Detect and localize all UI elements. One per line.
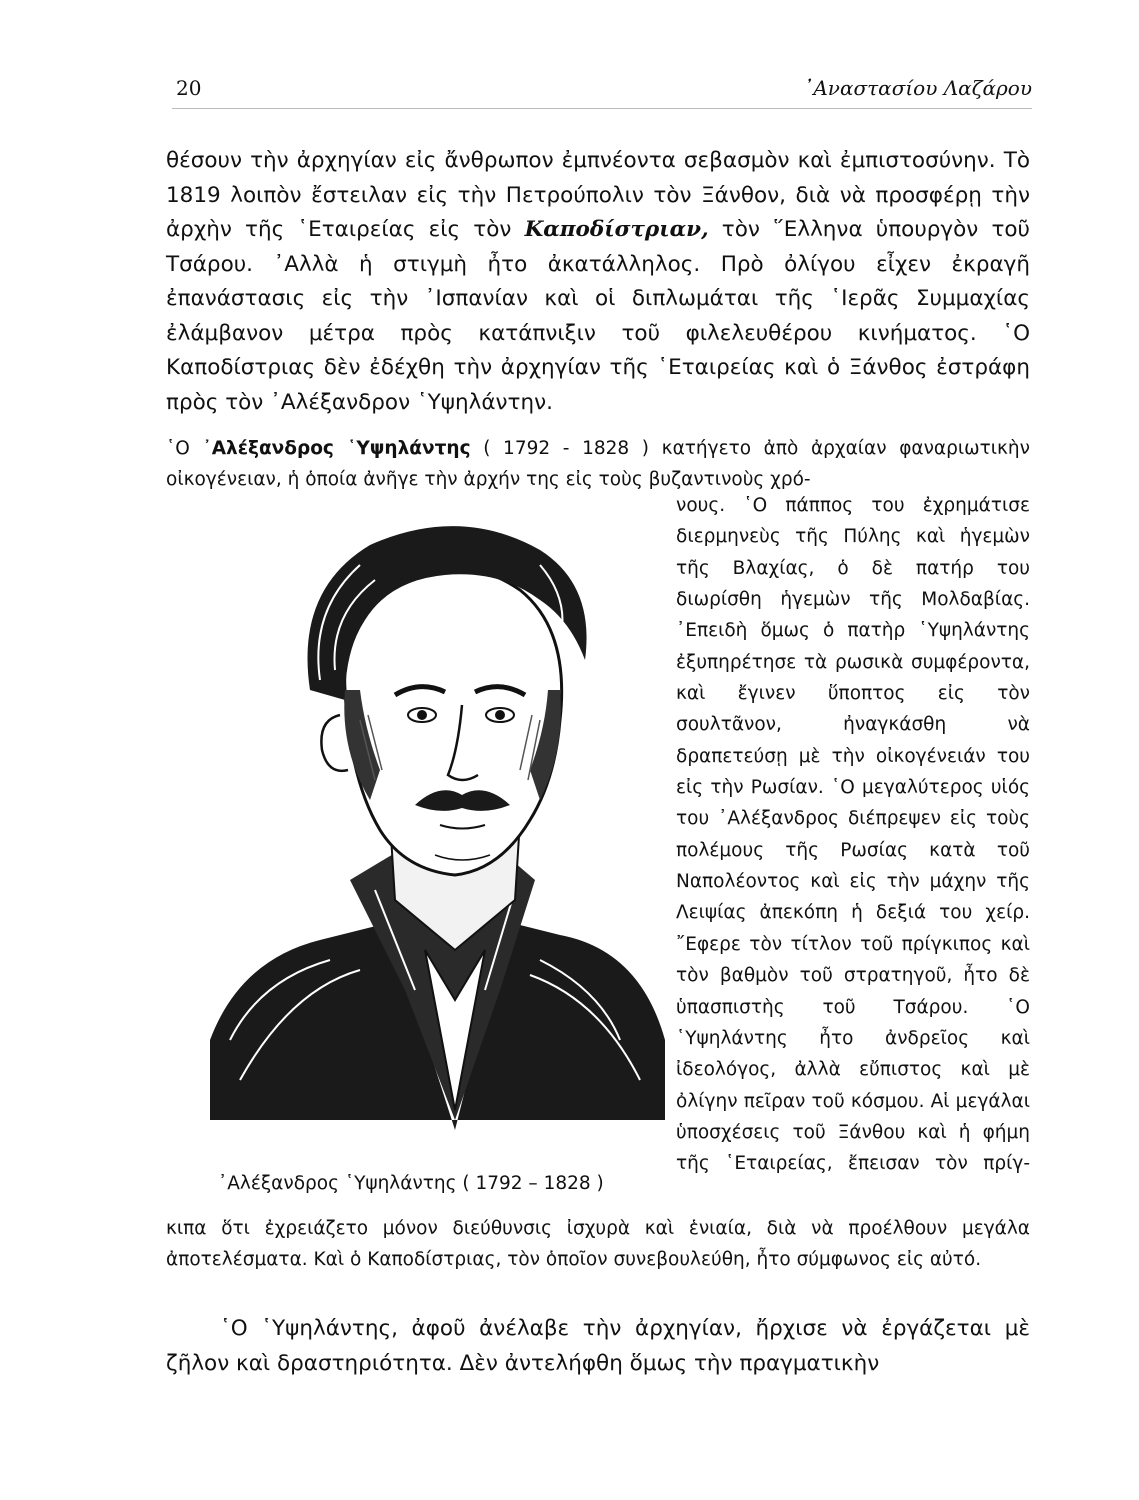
biography-name: ᾿Αλέξανδρος ῾Υψηλάντης bbox=[202, 438, 471, 459]
biography-continuation: κιπα ὅτι ἐχρειάζετο μόνον διεύθυνσις ἰσχυρὰ καὶ ἑνιαία, διὰ νὰ προέλθουν μεγάλα ἀποτελέσματα. Καὶ ὁ Καποδίστριας, τὸν ὁποῖον συνεβουλεύθη, ἦτο σύμφωνος εἰς αὐτό. bbox=[166, 1218, 1030, 1270]
page-header bbox=[172, 74, 1032, 109]
biography-intro bbox=[166, 433, 1030, 495]
biography-article: ῾Ο bbox=[166, 438, 203, 459]
running-head: ᾿Αναστασίου Λαζάρου bbox=[803, 76, 1032, 100]
portrait-engraving bbox=[200, 520, 670, 1140]
body-paragraph-1 bbox=[166, 144, 1030, 420]
biography-text: ( 1792 - 1828 ) κατήγετο ἀπὸ ἀρχαίαν φαναριωτικὴν οἰκογένειαν, ἡ ὁποία ἀνῆγε τὴν ἀρχήν της εἰς τοὺς βυζαντινοὺς χρό- bbox=[166, 438, 1030, 490]
paragraph-text: θέσουν τὴν ἀρχηγίαν εἰς ἄνθρωπον ἐμπνέοντα σεβασμὸν καὶ ἐμπιστοσύνην. Τὸ 1819 λοιπὸν ἔστειλαν εἰς τὴν Πετρούπολιν τὸν Ξάνθον, διὰ νὰ προσφέρῃ τὴν ἀρχὴν τῆς ῾Εταιρείας εἰς τὸν bbox=[166, 148, 1030, 242]
body-paragraph-3: ῾Ο ῾Υψηλάντης, ἀφοῦ ἀνέλαβε τὴν ἀρχηγίαν, ἤρχισε νὰ ἐργάζεται μὲ ζῆλον καὶ δραστηριότητα. Δὲν ἀντελήφθη ὅμως τὴν πραγματικὴν bbox=[166, 1316, 1030, 1376]
biography-side-column: νους. ῾Ο πάππος του ἐχρημάτισε διερμηνεὺς τῆς Πύλης καὶ ἡγεμὼν τῆς Βλαχίας, ὁ δὲ πατήρ του διωρίσθη ἡγεμὼν τῆς Μολδαβίας. ᾿Επειδὴ ὅμως ὁ πατὴρ ῾Υψηλάντης ἐξυπηρέτησε τὰ ρωσικὰ συμφέροντα, καὶ ἔγινεν ὕποπτος εἰς τὸν σουλτᾶνον, ἠναγκάσθη νὰ δραπετεύσῃ μὲ τὴν οἰκογένειάν του εἰς τὴν Ρωσίαν. ῾Ο μεγαλύτερος υἱός του ᾿Αλέξανδρος διέπρεψεν εἰς τοὺς πολέμους τῆς Ρωσίας κατὰ τοῦ Ναπολέοντος καὶ εἰς τὴν μάχην τῆς Λειψίας ἀπεκόπη ἡ δεξιά του χείρ. ῎Εφερε τὸν τίτλον τοῦ πρίγκιπος καὶ τὸν βαθμὸν τοῦ στρατηγοῦ, ἦτο δὲ ὑπασπιστὴς τοῦ Τσάρου. ῾Ο ῾Υψηλάντης ἦτο ἀνδρεῖος καὶ ἰδεολόγος, ἀλλὰ εὔπιστος καὶ μὲ ὀλίγην πεῖραν τοῦ κόσμου. Αἱ μεγάλαι ὑποσχέσεις τοῦ Ξάνθου καὶ ἡ φήμη τῆς ῾Εταιρείας, ἔπεισαν τὸν πρίγ- bbox=[676, 495, 1030, 1175]
figure-caption: ᾿Αλέξανδρος ῾Υψηλάντης ( 1792 – 1828 ) bbox=[218, 1173, 604, 1194]
page-number: 20 bbox=[176, 76, 202, 100]
paragraph-text: τὸν ῞Ελληνα ὑπουργὸν τοῦ Τσάρου. ᾿Αλλὰ ἡ στιγμὴ ἦτο ἀκατάλληλος. Πρὸ ὀλίγου εἶχεν ἐκραγῆ ἐπανάστασις εἰς τὴν ᾿Ισπανίαν καὶ οἱ διπλωμάται τῆς ῾Ιερᾶς Συμμαχίας ἐλάμβανον μέτρα πρὸς κατάπνιξιν τοῦ φιλελευθέρου κινήματος. ῾Ο Καποδίστριας δὲν ἐδέχθη τὴν ἀρχηγίαν τῆς ῾Εταιρείας καὶ ὁ Ξάνθος ἐστράφη πρὸς τὸν ᾿Αλέξανδρον ῾Υψηλάντην. bbox=[166, 217, 1030, 415]
emphasized-name: Καποδίστριαν, bbox=[524, 217, 709, 242]
